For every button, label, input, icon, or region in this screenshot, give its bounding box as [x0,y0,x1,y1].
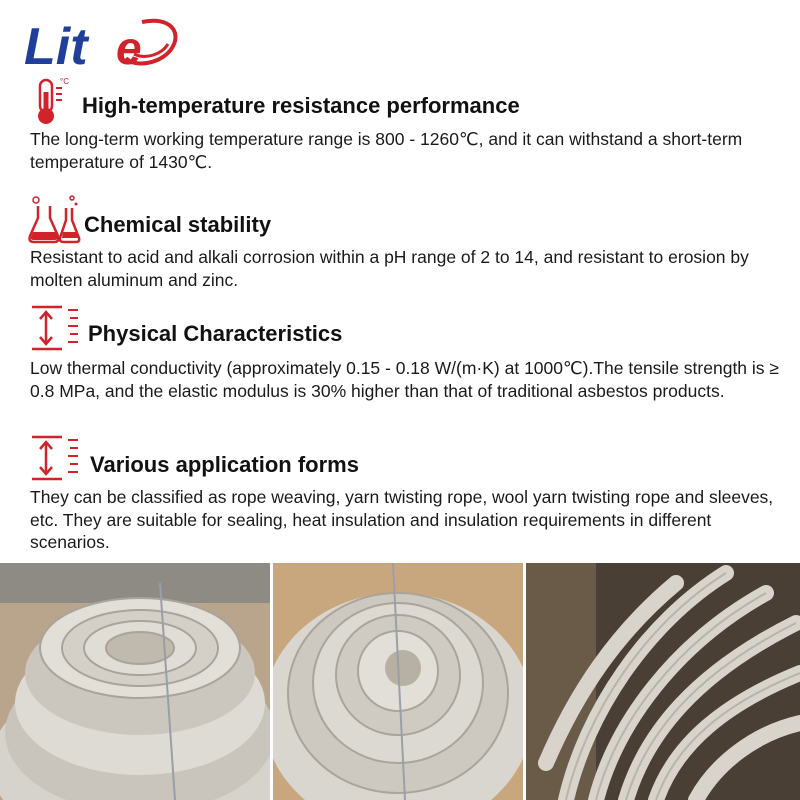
section-heading: Physical Characteristics [88,321,343,346]
lite-logo [22,14,182,72]
ruler-arrow-icon [30,434,82,482]
braided-rope-strands-photo [526,563,800,800]
section-body: Resistant to acid and alkali corrosion within a pH range of 2 to 14, and resistant to erosion by molten aluminum and zinc. [30,247,749,290]
section-heading: High-temperature resistance performance [82,93,520,118]
svg-text:°C: °C [60,77,69,86]
svg-text:e: e [116,22,142,72]
section-body: The long-term working temperature range is 800 - 1260℃, and it can withstand a short-term temperature of 1430℃. [30,129,743,172]
section-heading: Various application forms [90,452,359,477]
section-body: Low thermal conductivity (approximately 0.15 - 0.18 W/(m·K) at 1000℃).The tensile strength is ≥ 0.8 MPa, and the elastic modulus is 30% higher than that of traditional asbestos products. [30,358,780,401]
coiled-rope-photo-2 [273,563,523,800]
svg-text:Lit: Lit [24,18,88,72]
chemistry-flask-icon [28,192,82,244]
coiled-rope-photo-1 [0,563,270,800]
thermometer-icon [30,76,74,126]
ruler-arrow-icon [30,304,82,352]
section-heading: Chemical stability [84,212,272,237]
section-body: They can be classified as rope weaving, yarn twisting rope, wool yarn twisting rope and sleeves, etc. They are suitable for sealing, heat insulation and insulation requirements in different scenarios. [30,487,774,552]
